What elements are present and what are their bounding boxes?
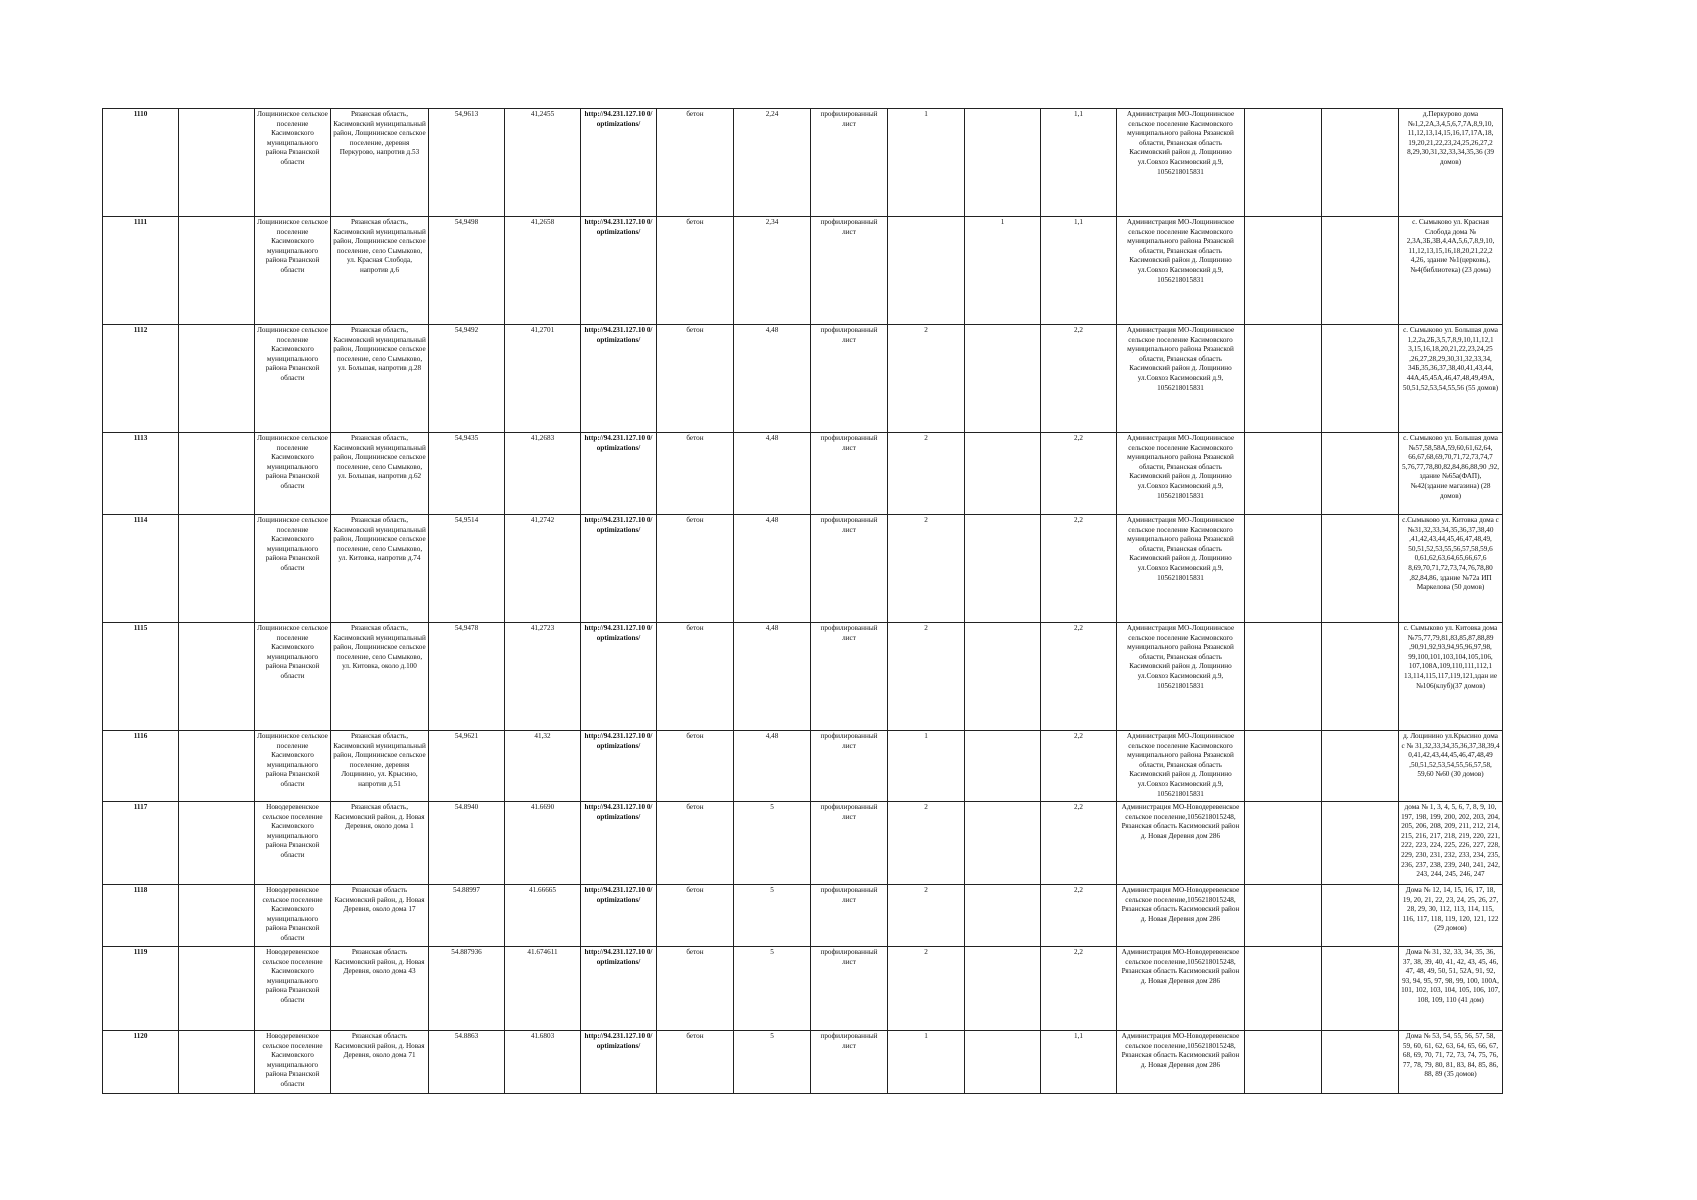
address-cell: Рязанская область, Касимовский район, д. Новая Деревня, около дома 1 [331, 802, 429, 885]
latitude-cell: 54,9498 [429, 217, 505, 325]
area-cell: 4,48 [734, 515, 811, 623]
settlement-cell: Лощининское сельское поселение Касимовского муниципального района Рязанской области [255, 217, 331, 325]
settlement-cell: Новодеревенское сельское поселение Касимовского муниципального района Рязанской области [255, 885, 331, 947]
containers-planned-cell [965, 1031, 1041, 1094]
row-number-cell: 1117 [103, 802, 179, 885]
settlement-cell: Лощининское сельское поселение Касимовского муниципального района Рязанской области [255, 515, 331, 623]
address-cell: Рязанская область, Касимовский муниципальный район, Лощининское сельское поселение, село Сымыково, ул. Большая, напротив д.28 [331, 325, 429, 433]
volume-cell: 2,2 [1041, 802, 1117, 885]
fence-cell: профилированный лист [811, 885, 888, 947]
map-link-cell[interactable]: http://94.231.127.10 0/optimizations/ [581, 623, 657, 731]
table-row [103, 109, 1503, 217]
longitude-cell: 41,2658 [505, 217, 581, 325]
longitude-cell: 41.6803 [505, 1031, 581, 1094]
area-cell: 4,48 [734, 433, 811, 515]
empty-cell [1245, 947, 1322, 1031]
longitude-cell: 41,2701 [505, 325, 581, 433]
containers-planned-cell [965, 885, 1041, 947]
table-row [103, 802, 1503, 885]
longitude-cell: 41.6690 [505, 802, 581, 885]
volume-cell: 2,2 [1041, 731, 1117, 802]
containers-cell: 2 [888, 325, 965, 433]
volume-cell: 1,1 [1041, 217, 1117, 325]
containers-cell: 1 [888, 1031, 965, 1094]
served-houses-cell: Дома № 53, 54, 55, 56, 57, 58, 59, 60, 61, 62, 63, 64, 65, 66, 67, 68, 69, 70, 71, 72, 73, 74, 75, 76, 77, 78, 79, 80, 81, 83, 84, 85, 86, 88, 89 (35 домов) [1399, 1031, 1503, 1094]
fence-cell: профилированный лист [811, 802, 888, 885]
empty-cell [1322, 947, 1399, 1031]
containers-cell: 2 [888, 433, 965, 515]
surface-cell: бетон [657, 731, 734, 802]
owner-cell: Администрация МО-Лощининское сельское поселение Касимовского муниципального района Рязанской области, Рязанская область Касимовский район д. Лощинино ул.Совхоз Касимовский д.9, 1056218015831 [1117, 325, 1245, 433]
containers-planned-cell [965, 947, 1041, 1031]
settlement-cell: Новодеревенское сельское поселение Касимовского муниципального района Рязанской области [255, 947, 331, 1031]
row-number-cell: 1120 [103, 1031, 179, 1094]
empty-cell [1322, 731, 1399, 802]
empty-cell [1245, 515, 1322, 623]
volume-cell: 2,2 [1041, 623, 1117, 731]
surface-cell: бетон [657, 802, 734, 885]
served-houses-cell: дома № 1, 3, 4, 5, 6, 7, 8, 9, 10, 197, 198, 199, 200, 202, 203, 204, 205, 206, 208, 209, 211, 212, 214, 215, 216, 217, 218, 219, 220, 221, 222, 223, 224, 225, 226, 227, 228, 229, 230, 231, 232, 233, 234, 235, 236, 237, 238, 239, 240, 241, 242, 243, 244, 245, 246, 247 [1399, 802, 1503, 885]
table-row [103, 433, 1503, 515]
fence-cell: профилированный лист [811, 947, 888, 1031]
area-cell: 4,48 [734, 325, 811, 433]
containers-planned-cell [965, 515, 1041, 623]
table-row [103, 515, 1503, 623]
owner-cell: Администрация МО-Новодеревенское сельское поселение,1056218015248, Рязанская область Касимовский район д. Новая Деревня дом 286 [1117, 802, 1245, 885]
longitude-cell: 41,32 [505, 731, 581, 802]
containers-planned-cell [965, 802, 1041, 885]
containers-cell: 2 [888, 515, 965, 623]
containers-planned-cell [965, 731, 1041, 802]
served-houses-cell: с. Сымыково ул. Китовка дома №75,77,79,81,83,85,87,88,89 ,90,91,92,93,94,95,96,97,98, 99,100,101,103,104,105,106, 107,108А,109,110,111,112,1 13,114,115,117,119,121,здан ие №106(клуб)(37 домов) [1399, 623, 1503, 731]
fence-cell: профилированный лист [811, 731, 888, 802]
address-cell: Рязанская область, Касимовский муниципальный район, Лощининское сельское поселение, село Сымыково, ул. Красная Слобода, напротив д.6 [331, 217, 429, 325]
empty-cell [1245, 623, 1322, 731]
address-cell: Рязанская область, Касимовский муниципальный район, Лощининское сельское поселение, село Сымыково, ул. Большая, напротив д.62 [331, 433, 429, 515]
address-cell: Рязанская область, Касимовский муниципальный район, Лощининское сельское поселение, деревня Перкурово, напротив д.53 [331, 109, 429, 217]
table-row [103, 217, 1503, 325]
map-link-cell[interactable]: http://94.231.127.10 0/optimizations/ [581, 515, 657, 623]
empty-cell [179, 217, 255, 325]
latitude-cell: 54,9621 [429, 731, 505, 802]
served-houses-cell: Дома № 31, 32, 33, 34, 35, 36, 37, 38, 39, 40, 41, 42, 43, 45, 46, 47, 48, 49, 50, 51, 52А, 91, 92, 93, 94, 95, 97, 98, 99, 100, 100А, 101, 102, 103, 104, 105, 106, 107, 108, 109, 110 (41 дом) [1399, 947, 1503, 1031]
empty-cell [1322, 1031, 1399, 1094]
owner-cell: Администрация МО-Лощининское сельское поселение Касимовского муниципального района Рязанской области, Рязанская область Касимовский район д. Лощинино ул.Совхоз Касимовский д.9, 1056218015831 [1117, 433, 1245, 515]
volume-cell: 2,2 [1041, 515, 1117, 623]
served-houses-cell: д.Перкурово дома №1,2,2А,3,4,5,6,7,7А,8,9,10, 11,12,13,14,15,16,17,17А,18, 19,20,21,22,23,24,25,26,27,2 8,29,30,31,32,33,34,35,36 (39 домов) [1399, 109, 1503, 217]
empty-cell [1322, 515, 1399, 623]
served-houses-cell: с.Сымыково ул. Китовка дома с №31,32,33,34,35,36,37,38,40 ,41,42,43,44,45,46,47,48,49, 50,51,52,53,55,56,57,58,59,6 0,61,62,63,64,65,66,67,6 8,69,70,71,72,73,74,76,78,80 ,82,84,86, здание №72а ИП Маркелова (50 домов) [1399, 515, 1503, 623]
latitude-cell: 54,9514 [429, 515, 505, 623]
empty-cell [1322, 885, 1399, 947]
address-cell: Рязанская область, Касимовский муниципальный район, Лощининское сельское поселение, село Сымыково, ул. Китовка, около д.100 [331, 623, 429, 731]
empty-cell [1322, 325, 1399, 433]
map-link-cell[interactable]: http://94.231.127.10 0/optimizations/ [581, 947, 657, 1031]
containers-cell [888, 217, 965, 325]
empty-cell [1245, 217, 1322, 325]
latitude-cell: 54.887936 [429, 947, 505, 1031]
owner-cell: Администрация МО-Лощининское сельское поселение Касимовского муниципального района Рязанской области, Рязанская область Касимовский район д. Лощинино ул.Совхоз Касимовский д.9, 1056218015831 [1117, 731, 1245, 802]
fence-cell: профилированный лист [811, 109, 888, 217]
settlement-cell: Лощининское сельское поселение Касимовского муниципального района Рязанской области [255, 731, 331, 802]
containers-planned-cell [965, 109, 1041, 217]
area-cell: 5 [734, 1031, 811, 1094]
longitude-cell: 41.66665 [505, 885, 581, 947]
area-cell: 2,34 [734, 217, 811, 325]
map-link-cell[interactable]: http://94.231.127.10 0/optimizations/ [581, 433, 657, 515]
surface-cell: бетон [657, 1031, 734, 1094]
volume-cell: 2,2 [1041, 885, 1117, 947]
empty-cell [179, 109, 255, 217]
area-cell: 2,24 [734, 109, 811, 217]
map-link-cell[interactable]: http://94.231.127.10 0/optimizations/ [581, 885, 657, 947]
containers-planned-cell [965, 433, 1041, 515]
table-row [103, 623, 1503, 731]
empty-cell [179, 947, 255, 1031]
area-cell: 5 [734, 947, 811, 1031]
containers-planned-cell [965, 623, 1041, 731]
volume-cell: 2,2 [1041, 325, 1117, 433]
surface-cell: бетон [657, 433, 734, 515]
surface-cell: бетон [657, 947, 734, 1031]
row-number-cell: 1119 [103, 947, 179, 1031]
settlement-cell: Лощининское сельское поселение Касимовского муниципального района Рязанской области [255, 325, 331, 433]
latitude-cell: 54,9435 [429, 433, 505, 515]
latitude-cell: 54,9492 [429, 325, 505, 433]
surface-cell: бетон [657, 623, 734, 731]
empty-cell [1322, 109, 1399, 217]
row-number-cell: 1118 [103, 885, 179, 947]
containers-planned-cell [965, 325, 1041, 433]
containers-cell: 2 [888, 623, 965, 731]
empty-cell [179, 1031, 255, 1094]
surface-cell: бетон [657, 217, 734, 325]
settlement-cell: Новодеревенское сельское поселение Касимовского муниципального района Рязанской области [255, 802, 331, 885]
settlement-cell: Лощининское сельское поселение Касимовского муниципального района Рязанской области [255, 433, 331, 515]
table-row [103, 1031, 1503, 1094]
empty-cell [1245, 802, 1322, 885]
surface-cell: бетон [657, 109, 734, 217]
map-link-cell[interactable]: http://94.231.127.10 0/optimizations/ [581, 731, 657, 802]
owner-cell: Администрация МО-Лощининское сельское поселение Касимовского муниципального района Рязанской области, Рязанская область Касимовский район д. Лощинино ул.Совхоз Касимовский д.9, 1056218015831 [1117, 515, 1245, 623]
owner-cell: Администрация МО-Новодеревенское сельское поселение,1056218015248, Рязанская область Касимовский район д. Новая Деревня дом 286 [1117, 1031, 1245, 1094]
settlement-cell: Лощининское сельское поселение Касимовского муниципального района Рязанской области [255, 109, 331, 217]
containers-cell: 1 [888, 109, 965, 217]
map-link-cell[interactable]: http://94.231.127.10 0/optimizations/ [581, 325, 657, 433]
empty-cell [1322, 433, 1399, 515]
volume-cell: 1,1 [1041, 1031, 1117, 1094]
table-row [103, 325, 1503, 433]
address-cell: Рязанская область Касимовский район, д. Новая Деревня, около дома 43 [331, 947, 429, 1031]
empty-cell [1245, 885, 1322, 947]
latitude-cell: 54,9613 [429, 109, 505, 217]
empty-cell [1245, 1031, 1322, 1094]
settlement-cell: Лощининское сельское поселение Касимовского муниципального района Рязанской области [255, 623, 331, 731]
latitude-cell: 54,9478 [429, 623, 505, 731]
empty-cell [1322, 802, 1399, 885]
served-houses-cell: д. Лощинино ул.Крысино дома с № 31,32,33,34,35,36,37,38,39,4 0,41,42,43,44,45,46,47,48,49 ,50,51,52,53,54,55,56,57,58, 59,60 №60 (30 домов) [1399, 731, 1503, 802]
address-cell: Рязанская область Касимовский район, д. Новая Деревня, около дома 17 [331, 885, 429, 947]
empty-cell [1245, 731, 1322, 802]
address-cell: Рязанская область, Касимовский муниципальный район, Лощининское сельское поселение, деревня Лощинино, ул. Крысино, напротив д.51 [331, 731, 429, 802]
row-number-cell: 1116 [103, 731, 179, 802]
latitude-cell: 54.88997 [429, 885, 505, 947]
empty-cell [179, 623, 255, 731]
longitude-cell: 41,2455 [505, 109, 581, 217]
empty-cell [179, 885, 255, 947]
owner-cell: Администрация МО-Лощининское сельское поселение Касимовского муниципального района Рязанской области, Рязанская область Касимовский район д. Лощинино ул.Совхоз Касимовский д.9, 1056218015831 [1117, 109, 1245, 217]
row-number-cell: 1113 [103, 433, 179, 515]
volume-cell: 2,2 [1041, 433, 1117, 515]
fence-cell: профилированный лист [811, 1031, 888, 1094]
table-row [103, 731, 1503, 802]
served-houses-cell: с. Сымыково ул. Большая дома 1,2,2а,2Б,3,5,7,8,9,10,11,12,1 3,15,16,18,20,21,22,23,24,25 ,26,27,28,29,30,31,32,33,34, 34Б,35,36,37,38,40,41,43,44, 44А,45,45А,46,47,48,49,49А, 50,51,52,53,54,55,56 (55 домов) [1399, 325, 1503, 433]
map-link-cell[interactable]: http://94.231.127.10 0/optimizations/ [581, 109, 657, 217]
surface-cell: бетон [657, 515, 734, 623]
fence-cell: профилированный лист [811, 217, 888, 325]
row-number-cell: 1112 [103, 325, 179, 433]
area-cell: 5 [734, 802, 811, 885]
owner-cell: Администрация МО-Лощининское сельское поселение Касимовского муниципального района Рязанской области, Рязанская область Касимовский район д. Лощинино ул.Совхоз Касимовский д.9, 1056218015831 [1117, 217, 1245, 325]
longitude-cell: 41,2742 [505, 515, 581, 623]
document-page [102, 108, 1503, 1094]
fence-cell: профилированный лист [811, 433, 888, 515]
empty-cell [179, 515, 255, 623]
containers-cell: 2 [888, 947, 965, 1031]
volume-cell: 2,2 [1041, 947, 1117, 1031]
latitude-cell: 54.8940 [429, 802, 505, 885]
area-cell: 5 [734, 885, 811, 947]
served-houses-cell: Дома № 12, 14, 15, 16, 17, 18, 19, 20, 21, 22, 23, 24, 25, 26, 27, 28, 29, 30, 112, 113, 114, 115, 116, 117, 118, 119, 120, 121, 122 (29 домов) [1399, 885, 1503, 947]
empty-cell [179, 731, 255, 802]
row-number-cell: 1114 [103, 515, 179, 623]
empty-cell [1245, 109, 1322, 217]
empty-cell [1245, 433, 1322, 515]
address-cell: Рязанская область, Касимовский муниципальный район, Лощининское сельское поселение, село Сымыково, ул. Китовка, напротив д.74 [331, 515, 429, 623]
registry-table [102, 108, 1503, 1094]
row-number-cell: 1115 [103, 623, 179, 731]
surface-cell: бетон [657, 325, 734, 433]
owner-cell: Администрация МО-Лощининское сельское поселение Касимовского муниципального района Рязанской области, Рязанская область Касимовский район д. Лощинино ул.Совхоз Касимовский д.9, 1056218015831 [1117, 623, 1245, 731]
surface-cell: бетон [657, 885, 734, 947]
containers-cell: 2 [888, 885, 965, 947]
longitude-cell: 41,2683 [505, 433, 581, 515]
containers-cell: 2 [888, 802, 965, 885]
longitude-cell: 41,2723 [505, 623, 581, 731]
served-houses-cell: с. Сымыково ул. Красная Слобода дома № 2,3А,3Б,3В,4,4А,5,6,7,8,9,10, 11,12,13,15,16,18,20,21,22,2 4,26, здание №1(церковь),№4(библиотека) (23 дома) [1399, 217, 1503, 325]
owner-cell: Администрация МО-Новодеревенское сельское поселение,1056218015248, Рязанская область Касимовский район д. Новая Деревня дом 286 [1117, 885, 1245, 947]
empty-cell [1322, 623, 1399, 731]
fence-cell: профилированный лист [811, 515, 888, 623]
table-row [103, 947, 1503, 1031]
empty-cell [179, 325, 255, 433]
row-number-cell: 1110 [103, 109, 179, 217]
row-number-cell: 1111 [103, 217, 179, 325]
map-link-cell[interactable]: http://94.231.127.10 0/optimizations/ [581, 802, 657, 885]
owner-cell: Администрация МО-Новодеревенское сельское поселение,1056218015248, Рязанская область Касимовский район д. Новая Деревня дом 286 [1117, 947, 1245, 1031]
served-houses-cell: с. Сымыково ул. Большая дома №57,58,58А,59,60,61,62,64, 66,67,68,69,70,71,72,73,74,7 5,76,77,78,80,82,84,86,88,90 ,92, здание №65а(ФАП), №42(здание магазина) (28 домов) [1399, 433, 1503, 515]
settlement-cell: Новодеревенское сельское поселение Касимовского муниципального района Рязанской области [255, 1031, 331, 1094]
containers-planned-cell: 1 [965, 217, 1041, 325]
table-row [103, 885, 1503, 947]
empty-cell [179, 433, 255, 515]
map-link-cell[interactable]: http://94.231.127.10 0/optimizations/ [581, 217, 657, 325]
latitude-cell: 54.8863 [429, 1031, 505, 1094]
empty-cell [1245, 325, 1322, 433]
fence-cell: профилированный лист [811, 623, 888, 731]
empty-cell [179, 802, 255, 885]
area-cell: 4,48 [734, 623, 811, 731]
volume-cell: 1,1 [1041, 109, 1117, 217]
empty-cell [1322, 217, 1399, 325]
longitude-cell: 41.674611 [505, 947, 581, 1031]
containers-cell: 1 [888, 731, 965, 802]
area-cell: 4,48 [734, 731, 811, 802]
fence-cell: профилированный лист [811, 325, 888, 433]
address-cell: Рязанская область Касимовский район, д. Новая Деревня, около дома 71 [331, 1031, 429, 1094]
map-link-cell[interactable]: http://94.231.127.10 0/optimizations/ [581, 1031, 657, 1094]
